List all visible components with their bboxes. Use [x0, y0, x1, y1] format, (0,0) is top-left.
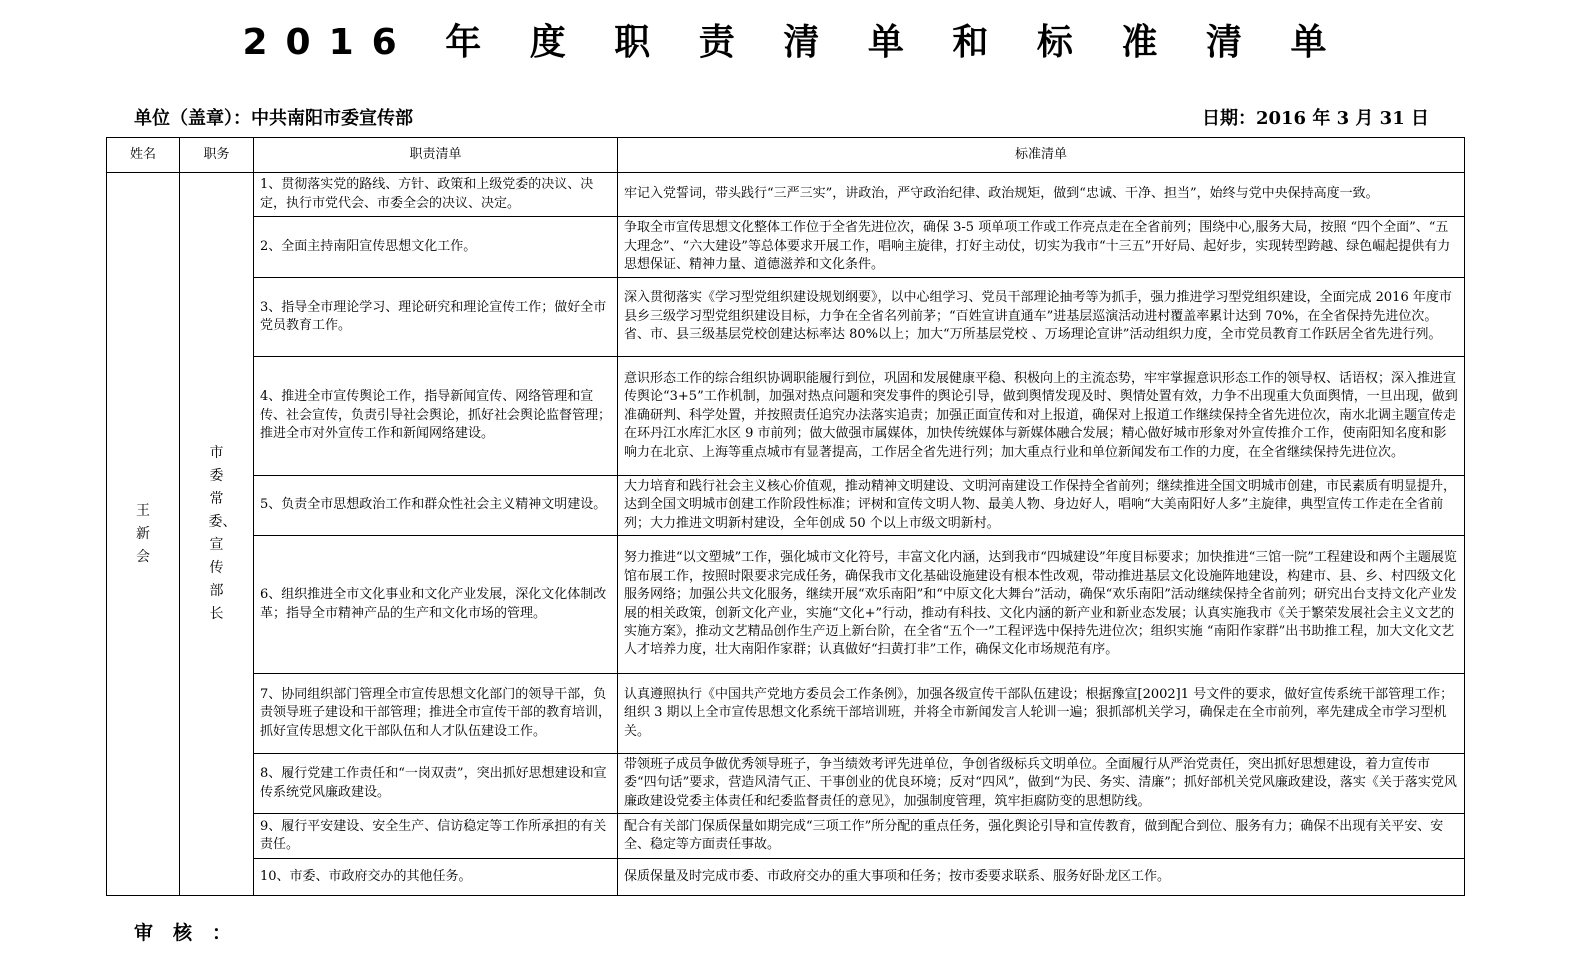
column-header-position: 职务	[180, 138, 254, 173]
duty-cell: 3、指导全市理论学习、理论研究和理论宣传工作；做好全市党员教育工作。	[254, 278, 618, 357]
duty-cell: 2、全面主持南阳宣传思想文化工作。	[254, 217, 618, 278]
table-row	[107, 674, 1465, 754]
table-row	[107, 217, 1465, 278]
standard-cell: 配合有关部门保质保量如期完成“三项工作”所分配的重点任务，强化舆论引导和宣传教育，做到配合到位、服务有力；确保不出现有关平安、安全、稳定等方面责任事故。	[618, 814, 1465, 859]
date-label: 日期：2016 年 3 月 31 日	[1201, 108, 1429, 129]
table-row	[107, 536, 1465, 674]
table-row	[107, 859, 1465, 896]
person-position-cell	[180, 173, 254, 896]
page-title: 2016 年 度 职 责 清 单 和 标 准 清 单	[242, 22, 1345, 63]
review-label: 审核：	[134, 922, 252, 944]
standard-cell: 认真遵照执行《中国共产党地方委员会工作条例》，加强各级宣传干部队伍建设；根据豫宣[2002]1 号文件的要求，做好宣传系统干部管理工作；组织 3 期以上全市宣传思想文化系统干部培训班，并将全市新闻发言人轮训一遍；狠抓部机关学习，确保走在全市前列，率先建成全市学习型机关。	[618, 674, 1465, 754]
table-row	[107, 476, 1465, 536]
duty-cell: 10、市委、市政府交办的其他任务。	[254, 859, 618, 896]
duty-cell: 9、履行平安建设、安全生产、信访稳定等工作所承担的有关责任。	[254, 814, 618, 859]
standard-cell: 大力培育和践行社会主义核心价值观，推动精神文明建设、文明河南建设工作保持全省前列；继续推进全国文明城市创建，市民素质有明显提升，达到全国文明城市创建工作阶段性标准；评树和宣传文明人物、最美人物、身边好人，唱响“大美南阳好人多”主旋律，典型宣传工作走在全省前列；大力推进文明新村建设，全年创成 50 个以上市级文明新村。	[618, 476, 1465, 536]
person-position: 市委常委、宣传部长	[208, 445, 237, 622]
column-header-name: 姓名	[107, 138, 180, 173]
duty-cell: 6、组织推进全市文化事业和文化产业发展，深化文化体制改革；指导全市精神产品的生产和文化市场的管理。	[254, 536, 618, 674]
table-header-row	[107, 138, 1465, 173]
duty-standard-table	[106, 137, 1465, 896]
column-header-duty: 职责清单	[254, 138, 618, 173]
standard-cell: 争取全市宣传思想文化整体工作位于全省先进位次，确保 3-5 项单项工作或工作亮点走在全省前列；围绕中心,服务大局，按照 “四个全面”、“五大理念”、“六大建设”等总体要求开展工作，唱响主旋律，打好主动仗，切实为我市“十三五”开好局、起好步，实现转型跨越、绿色崛起提供有力思想保证、精神力量、道德滋养和文化条件。	[618, 217, 1465, 278]
person-name-cell	[107, 173, 180, 896]
duty-cell: 8、履行党建工作责任和“一岗双责”，突出抓好思想建设和宣传系统党风廉政建设。	[254, 754, 618, 814]
table-row	[107, 357, 1465, 476]
standard-cell: 保质保量及时完成市委、市政府交办的重大事项和任务；按市委要求联系、服务好卧龙区工作。	[618, 859, 1465, 896]
standard-cell: 努力推进“以文塑城”工作，强化城市文化符号，丰富文化内涵，达到我市“四城建设”年度目标要求；加快推进“三馆一院”工程建设和两个主题展览馆布展工作，按照时限要求完成任务，确保我市文化基础设施建设有根本性改观，带动推进基层文化设施阵地建设，构建市、县、乡、村四级文化服务网络；加强公共文化服务，继续开展“欢乐南阳”和“中原文化大舞台”活动，确保“欢乐南阳”活动继续保持全省前列；研究出台支持文化产业发展的相关政策，创新文化产业，实施“文化+”行动，推动有科技、文化内涵的新产业和新业态发展；认真实施我市《关于繁荣发展社会主义文艺的实施方案》，推动文艺精品创作生产迈上新台阶，在全省“五个一”工程评选中保持先进位次；组织实施 “南阳作家群”出书助推工程，加大文化文艺人才培养力度，壮大南阳作家群；认真做好“扫黄打非”工作，确保文化市场规范有序。	[618, 536, 1465, 674]
duty-cell: 1、贯彻落实党的路线、方针、政策和上级党委的决议、决定，执行市党代会、市委全会的决议、决定。	[254, 173, 618, 217]
duty-cell: 5、负责全市思想政治工作和群众性社会主义精神文明建设。	[254, 476, 618, 536]
unit-label: 单位（盖章）：中共南阳市委宣传部	[134, 108, 413, 129]
column-header-standard: 标准清单	[618, 138, 1465, 173]
duty-cell: 7、协同组织部门管理全市宣传思想文化部门的领导干部，负责领导班子建设和干部管理；推进全市宣传干部的教育培训，抓好宣传思想文化干部队伍和人才队伍建设工作。	[254, 674, 618, 754]
standard-cell: 意识形态工作的综合组织协调职能履行到位，巩固和发展健康平稳、积极向上的主流态势，牢牢掌握意识形态工作的领导权、话语权；深入推进宣传舆论“3+5”工作机制，加强对热点问题和突发事件的舆论引导，做到舆情发现及时、舆情处置有效，力争不出现重大负面舆情，一旦出现，做到准确研判、科学处置，并按照责任追究办法落实追责；加强正面宣传和对上报道，确保对上报道工作继续保持全省先进位次，南水北调主题宣传走在环丹江水库汇水区 9 市前列；做大做强市属媒体，加快传统媒体与新媒体融合发展；精心做好城市形象对外宣传推介工作，使南阳知名度和影响力在北京、上海等重点城市有显著提高，工作居全省先进行列；加大重点行业和单位新闻发布工作的力度，在全省继续保持先进位次。	[618, 357, 1465, 476]
standard-cell: 牢记入党誓词，带头践行“三严三实”，讲政治，严守政治纪律、政治规矩，做到“忠诚、干净、担当”，始终与党中央保持高度一致。	[618, 173, 1465, 217]
standard-cell: 深入贯彻落实《学习型党组织建设规划纲要》，以中心组学习、党员干部理论抽考等为抓手，强力推进学习型党组织建设，全面完成 2016 年度市县乡三级学习型党组织建设目标，力争在全省名列前茅；“百姓宣讲直通车”进基层巡演活动进村覆盖率累计达到 70%，在全省保持先进位次。省、市、县三级基层党校创建达标率达 80%以上；加大“万所基层党校 、万场理论宣讲”活动组织力度，全市党员教育工作跃居全省先进行列。	[618, 278, 1465, 357]
table-row	[107, 754, 1465, 814]
table-row	[107, 278, 1465, 357]
standard-cell: 带领班子成员争做优秀领导班子，争当绩效考评先进单位，争创省级标兵文明单位。全面履行从严治党责任，突出抓好思想建设，着力宣传市委“四句话”要求，营造风清气正、干事创业的优良环境；反对“四风”，做到“为民、务实、清廉”；抓好部机关党风廉政建设，落实《关于落实党风廉政建设党委主体责任和纪委监督责任的意见》，加强制度管理，筑牢拒腐防变的思想防线。	[618, 754, 1465, 814]
person-name: 王新会	[136, 502, 150, 565]
duty-cell: 4、推进全市宣传舆论工作，指导新闻宣传、网络管理和宣传、社会宣传，负责引导社会舆论，抓好社会舆论监督管理；推进全市对外宣传工作和新闻网络建设。	[254, 357, 618, 476]
table-row	[107, 173, 1465, 217]
table-row	[107, 814, 1465, 859]
